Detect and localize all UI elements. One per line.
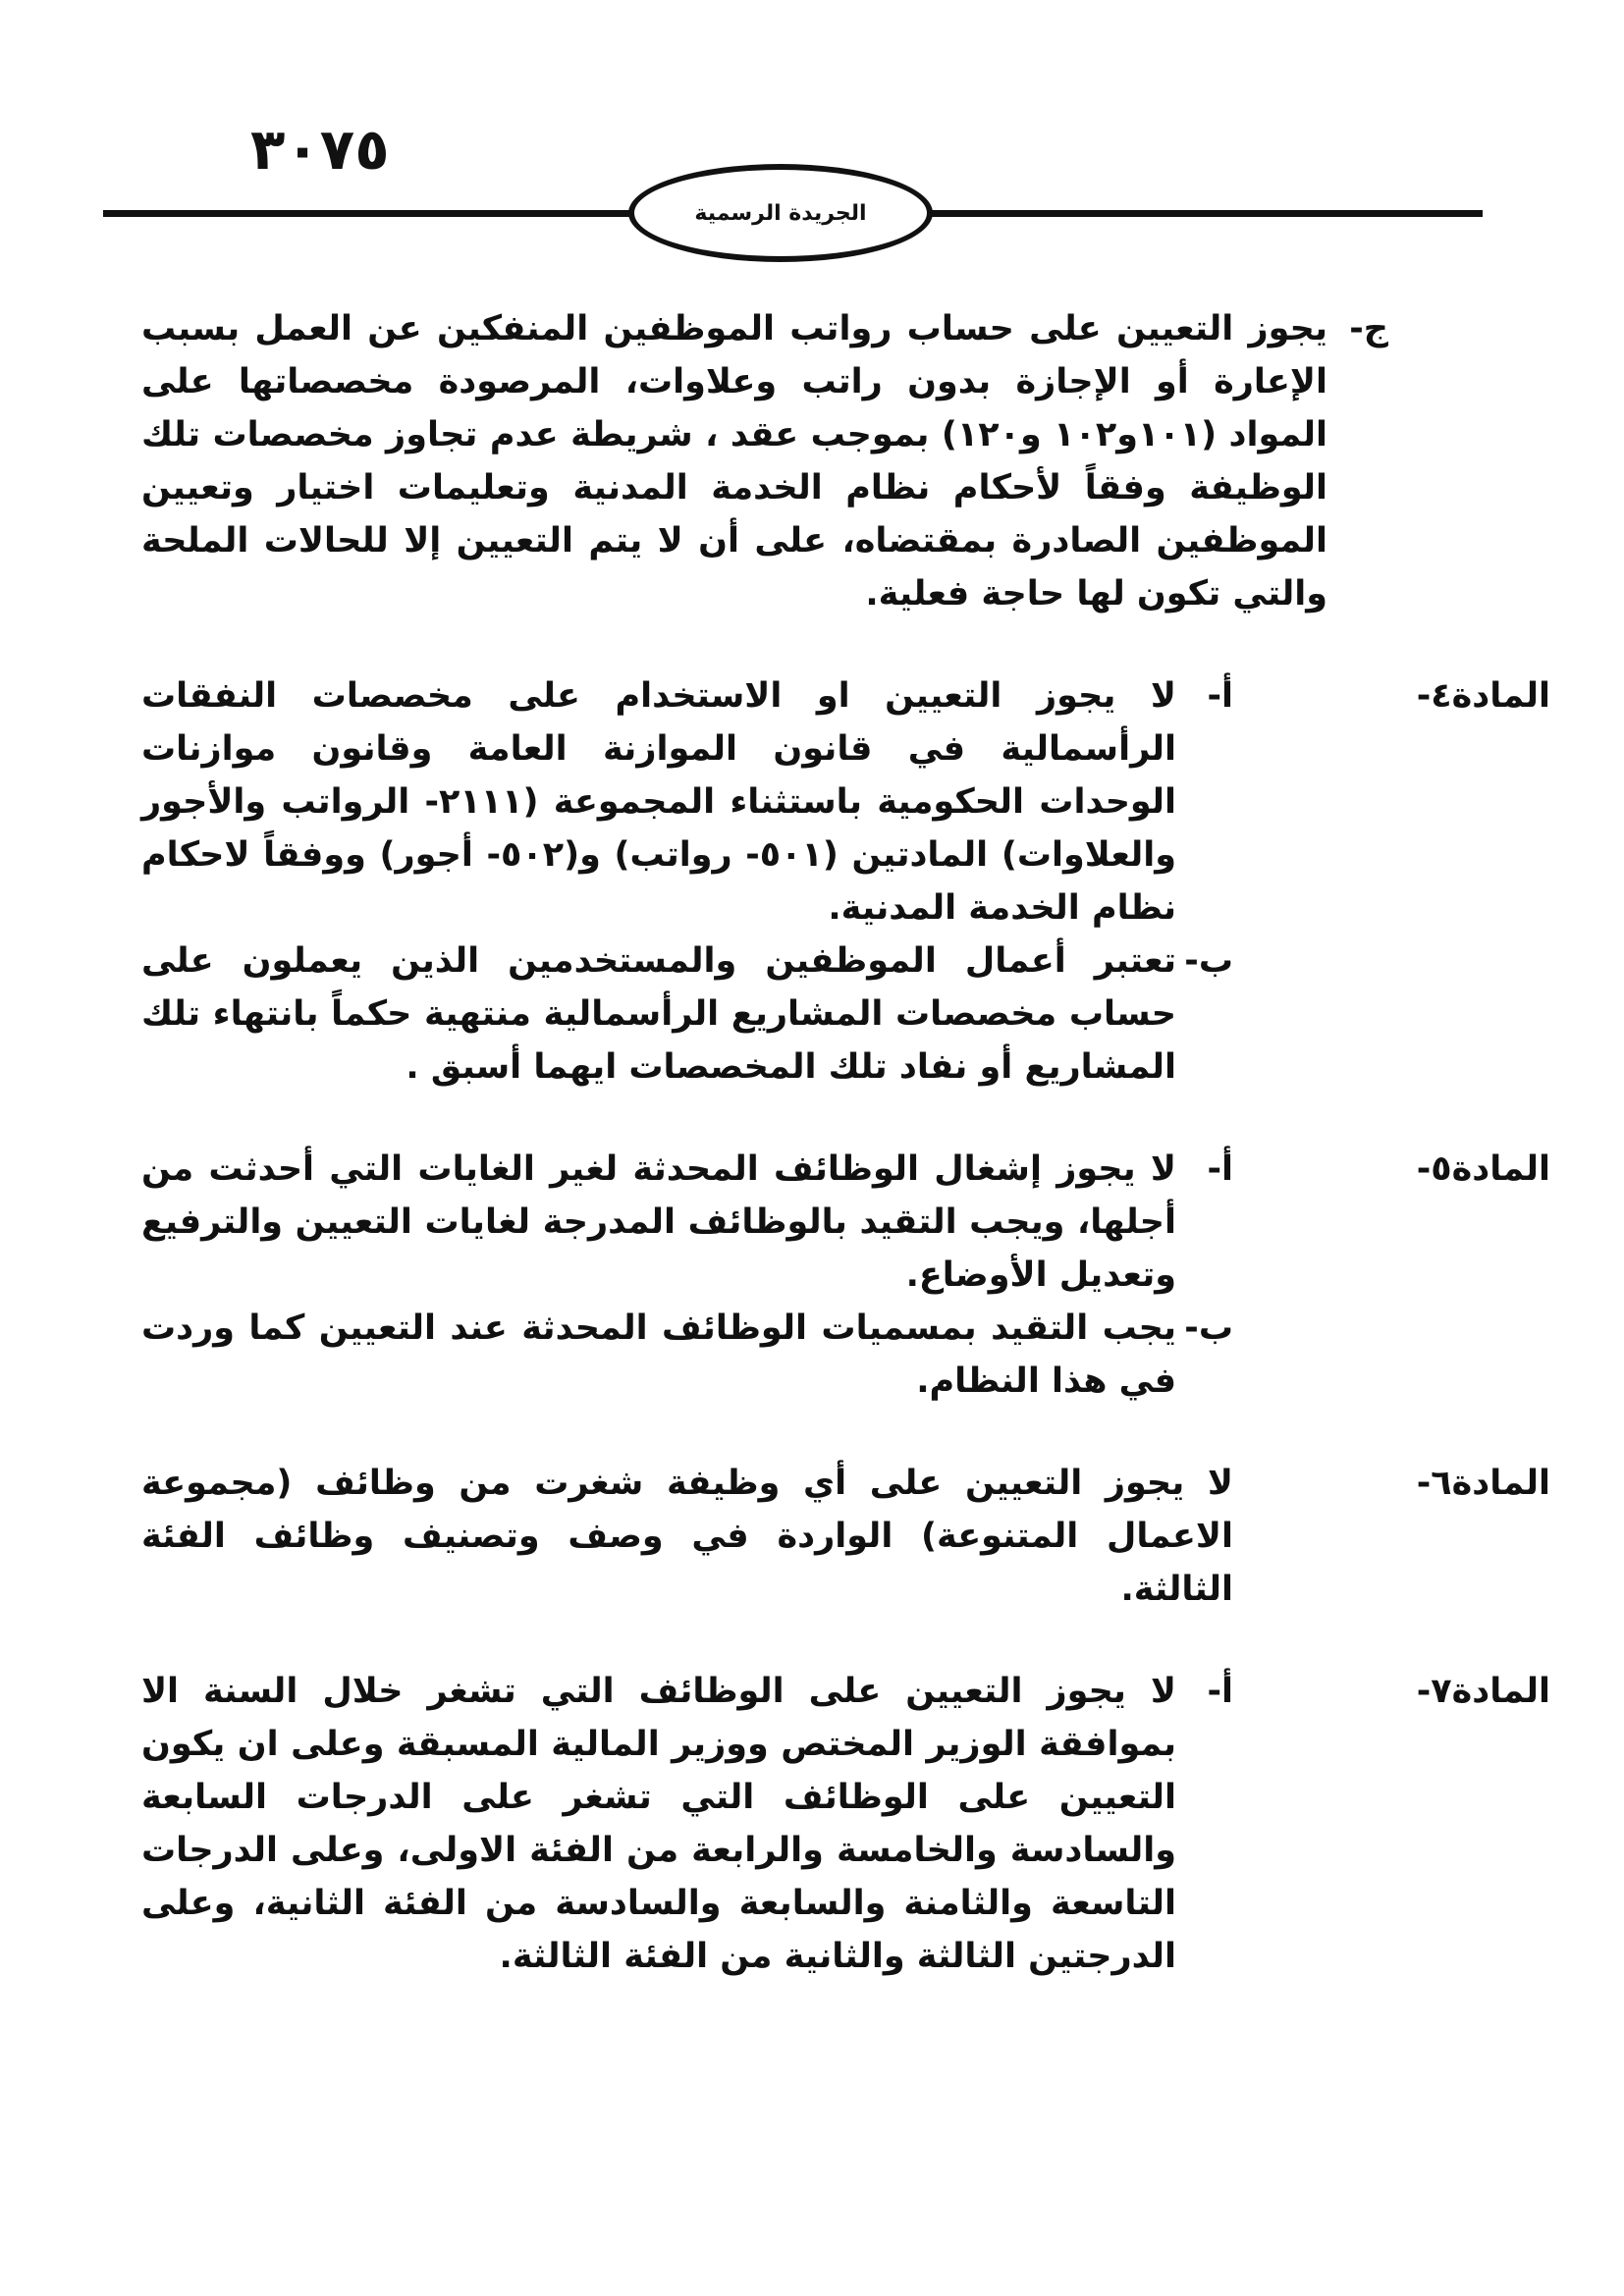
clause-label: أ-	[1207, 1672, 1233, 1711]
clause-label: ب-	[1184, 941, 1233, 981]
clause-text: لا يجوز التعيين او الاستخدام على مخصصات النفقات الرأسمالية في قانون الموازنة العامة وقانون موازنات الوحدات الحكومية باستثناء المجموعة (٢١١١- الرواتب والأجور والعلاوات) المادتين (٥٠١- رواتب) و(٥٠٢- أجور) ووفقاً لاحكام نظام الخدمة المدنية.	[141, 676, 1176, 928]
article-label: المادة٧-	[1416, 1672, 1550, 1711]
page-number: ٣٠٧٥	[250, 116, 390, 183]
clause-text: لا يجوز التعيين على الوظائف التي تشغر خلال السنة الا بموافقة الوزير المختص ووزير المالية المسبقة وعلى ان يكون التعيين على الوظائف التي تشغر على الدرجات السابعة والسادسة والخامسة والرابعة من الفئة الاولى، وعلى الدرجات التاسعة والثامنة والسابعة والسادسة من الفئة الثانية، وعلى الدرجتين الثالثة والثانية من الفئة الثالثة.	[141, 1672, 1176, 1976]
article-7-clause-a	[141, 1665, 1233, 1983]
clause-label: ج-	[1349, 309, 1388, 348]
article-4	[141, 669, 1550, 1094]
clause-text: يجب التقيد بمسميات الوظائف المحدثة عند التعيين كما وردت في هذا النظام.	[141, 1308, 1176, 1401]
clause-c	[141, 302, 1388, 620]
article-7	[141, 1665, 1550, 1983]
clause-label: أ-	[1207, 1149, 1233, 1189]
document-body	[141, 302, 1550, 1983]
article-5	[141, 1143, 1550, 1408]
article-label: المادة٤-	[1416, 676, 1550, 716]
article-label: المادة٥-	[1416, 1149, 1550, 1189]
clause-text: لا يجوز إشغال الوظائف المحدثة لغير الغايات التي أحدثت من أجلها، ويجب التقيد بالوظائف المدرجة لغايات التعيين والترفيع وتعديل الأوضاع.	[141, 1149, 1176, 1295]
article-4-clause-a	[141, 669, 1233, 934]
clause-text: تعتبر أعمال الموظفين والمستخدمين الذين يعملون على حساب مخصصات المشاريع الرأسمالية منتهية حكماً بانتهاء تلك المشاريع أو نفاد تلك المخصصات ايهما أسبق .	[141, 941, 1176, 1087]
article-6	[141, 1457, 1550, 1616]
clause-text: يجوز التعيين على حساب رواتب الموظفين المنفكين عن العمل بسبب الإعارة أو الإجازة بدون راتب وعلاوات، المرصودة مخصصاتها على المواد (١٠١و١٠٢ و١٢٠) بموجب عقد ، شريطة عدم تجاوز مخصصات تلك الوظيفة وفقاً لأحكام نظام الخدمة المدنية وتعليمات اختيار وتعيين الموظفين الصادرة بمقتضاه، على أن لا يتم التعيين إلا للحالات الملحة والتي تكون لها حاجة فعلية.	[141, 309, 1327, 614]
article-5-clause-a	[141, 1143, 1233, 1302]
clause-label: ب-	[1184, 1308, 1233, 1348]
masthead-title: الجريدة الرسمية	[694, 200, 867, 226]
article-text: لا يجوز التعيين على أي وظيفة شغرت من وظائف (مجموعة الاعمال المتنوعة) الواردة في وصف وتصنيف وظائف الفئة الثالثة.	[141, 1464, 1233, 1609]
article-4-clause-b	[141, 934, 1233, 1094]
article-5-clause-b	[141, 1302, 1233, 1408]
article-label: المادة٦-	[1416, 1464, 1550, 1503]
masthead-oval	[628, 164, 933, 262]
clause-label: أ-	[1207, 676, 1233, 716]
